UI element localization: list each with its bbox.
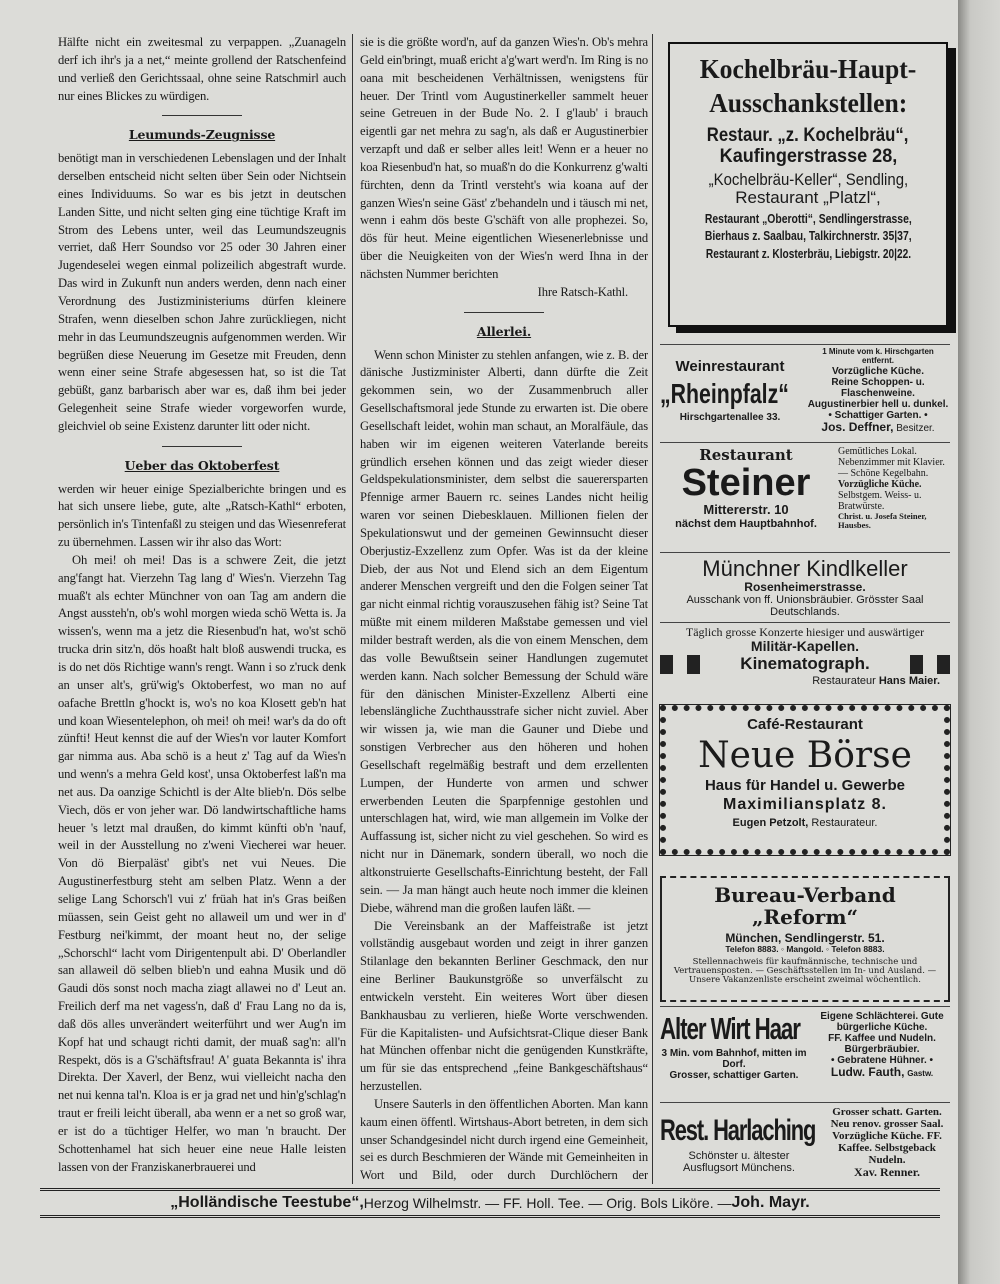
ad-line: Kaufingerstrasse 28, xyxy=(719,145,897,167)
ad-line: Haus für Handel u. Gewerbe xyxy=(704,776,906,794)
column-1 xyxy=(58,34,346,1184)
ad-kochelbraeu xyxy=(668,42,948,327)
ad-line: FF. Kaffee und Nudeln. xyxy=(828,1033,936,1045)
ad-title: „Rheinpfalz“ xyxy=(660,377,789,409)
ad-line: Bierhaus z. Saalbau, Talkirchnerstr. 35|37, xyxy=(704,228,912,244)
ad-alter-wirt-haar xyxy=(660,1006,950,1100)
ad-line: Gastw. xyxy=(907,1069,934,1079)
ad-line: Stellennachweis für kaufmännische, technische und Vertrauensposten. — Geschäftsstellen im In- und Ausland. — Unsere Vakanzenliste erscheint zweimal wöchentlich. xyxy=(673,956,937,986)
heading-oktoberfest: Ueber das Oktoberfest xyxy=(124,457,280,473)
banner-owner: Joh. Mayr. xyxy=(731,1194,810,1211)
ad-harlaching xyxy=(660,1102,950,1186)
ad-bureau-verband xyxy=(660,876,950,1002)
ad-line: Christ. u. Josefa Steiner, Hausbes. xyxy=(838,511,927,531)
column-2 xyxy=(360,34,648,1184)
column-rule xyxy=(352,34,353,1184)
divider xyxy=(660,622,950,623)
ad-title: Steiner xyxy=(681,462,811,505)
paragraph: Hälfte nicht ein zweitesmal zu verpappen. „Zuanageln derf ich ihr's ja a net,“ meinte grollend der Ratschenfeind und verließ den Gerichtssaal, ohne seine Ratschmirl auch nur eines Blickes zu würdigen. xyxy=(58,35,346,103)
ad-line: Besitzer. xyxy=(896,422,935,434)
ad-line: • Schattiger Garten. • xyxy=(828,409,928,421)
ad-steiner xyxy=(660,442,950,550)
paragraph: Die Vereinsbank an der Maffeistraße ist jetzt vollständig ausgebaut worden und zeigt in ihrer ganzen Stilanlage den bekannten Berliner Geschmack, den nur eine Berliner Baukunstgröße so unverfälscht zu entwickeln versteht. Ein weiteres Wort über diesen Bankhausbau zu verlieren, hieße Worte verschwenden. Für die Kapitalisten- und Aufsichtsrat-Clique dieser Bank hat München offenbar nicht die genügenden Kunstkräfte, um für sie das entsprechend „feine Bankgeschäftshaus“ herzustellen. xyxy=(360,918,648,1094)
ad-line: Maximiliansplatz 8. xyxy=(723,796,887,813)
ad-line: Eugen Petzolt, xyxy=(732,816,809,829)
ad-line: Café-Restaurant xyxy=(747,716,863,733)
ad-line: Hirschgartenallee 33. xyxy=(679,411,781,423)
ad-line: Rosenheimerstrasse. xyxy=(744,580,866,595)
divider xyxy=(464,312,544,313)
ad-line: Schönster u. ältester Ausflugsort Münchens. xyxy=(683,1149,795,1174)
ad-title: Ausschankstellen: xyxy=(708,88,908,118)
ad-line: Täglich grosse Konzerte hiesiger und auswärtiger xyxy=(685,624,925,639)
ad-line: Restaurant „Oberotti“, Sendlingerstrasse, xyxy=(704,211,912,227)
paragraph: werden wir heuer einige Spezialberichte bringen und es hat sich unsere liebe, gute, alte „Ratsch-Kathl“ erboten, persönlich in's Tintenfaßl zu steigen und das Wiesenreferat zu übernehmen. Lassen wir ihr also das Wort: xyxy=(58,481,346,550)
ad-line: München, Sendlingerstr. 51. xyxy=(725,931,885,945)
ad-neue-boerse xyxy=(660,705,950,855)
ad-line: Reine Schoppen- u. Flaschenweine. Augustinerbier hell u. dunkel. xyxy=(807,376,949,410)
ad-line: Xav. Renner. xyxy=(854,1165,920,1180)
ad-line: Restaur. „z. Kochelbräu“, xyxy=(707,125,909,146)
ad-title: Münchner Kindlkeller xyxy=(702,556,908,581)
paragraph: sie is die größte word'n, auf da ganzen Wies'n. Ob's mehra Geld ein'bringt, muaß ericht a'g'wart werd'n. Im Ring is no oana mit bescheidenen Verhältnissen, wenigstens für heuer. Der Trintl vom Augustinerkeller sammelt heuer seine Getreuen in der Bude No. 2. I g'laub' i brauch eigentli gar net mehra zu sag'n, als daß er Augustinerbier verzapft und daß er selber alles leit! Wenn er a heuer no koa Riesenbud'n hat, so muaß'n do die Konkurrenz g'walti fürchten, denn da Trintl versteht's wia koana auf der ganzen Wies'n seine Gäst' z'behandeln und i täusch mi net, wenn i eahm dös beste G'schäft von alle prophezei. So, dös für heut. Meine eigentlichen Wiesenerlebnisse und über die Neuigkeiten von der Wies'n werd Ihna in der nächsten Nummer berichten xyxy=(360,35,648,281)
ad-title: Rest. Harlaching xyxy=(660,1113,816,1147)
ad-line: Gemütliches Lokal. Nebenzimmer mit Klavier. — Schöne Kegelbahn. xyxy=(838,446,945,479)
ad-line: Selbstgem. Weiss- u. Bratwürste. xyxy=(838,490,922,512)
banner-text: Herzog Wilhelmstr. — FF. Holl. Tee. — Orig. Bols Liköre. — xyxy=(363,1195,732,1211)
ad-line: Kinematograph. xyxy=(660,655,950,674)
paragraph: Wenn schon Minister zu stehlen anfangen, wie z. B. der dänische Justizminister Alberti, dann dürfte die Zeit gekommen sein, wo der Zusammenbruch aller Gesellschaftsmoral jede Stunde zu erwarten ist. Die obere Gesellschaft leidet, wohin man schaut, an Moralfäule, das haben wir im eigenen weiteren Vaterlande bereits gründlich ersehen können und das zeigt wieder dieser Geldspekulationsminister, dem selbst die sauerersparten Pfennige armer Bauern rc. seines Landes nicht heilig waren vor seinen Diebesklauen. Millionen fielen der Spekulationswut und der gemeinen Gewinnsucht dieser Oberjustiz-Exzellenz zum Opfer. Was ist da der kleine Dieb, der aus Not und Elend sich an dem Eigentum anderer Menschen vergreift und den die Folgen seiner Tat gar nicht einmal richtig vorauszusehen fähig ist? Seine Tat müßte mit einem milderen Maßstabe gemessen und viel milder bestraft werden, als die von einem Menschen, dem das volle Bewußtsein seiner Handlungen zugemutet werden kann. Nach solcher Bemessung der Schuld wäre für den dänischen Minister-Exzellenz Alberti eine lebenslängliche Zuchthausstrafe sicher nicht zuviel. Aber wir wissen ja, wie man die Gauner und Diebe und sonstigen Verbrecher aus den höheren und hohen Gesellschaft regelmäßig bestraft und dem erzellenten Lumpen, der Hunderte von armen und schwer erwerbenden Leuten die Sparpfennige gestohlen und unterschlagen hat, wird, wie man allgemein im Volke der Auffassung ist, sicher nicht zu viel geschehen. So wird es nicht nur in Dänemark, sondern überall, wo noch die altkonstruierte Gesellschafts-Einrichtung besteht, der Fall sein. — Ja man hängt auch heute noch immer die kleinen Diebe, während man die großen laufen läßt. — xyxy=(360,347,648,915)
paragraph: benötigt man in verschiedenen Lebenslagen und der Inhalt derselben entscheid nicht selten über Sein oder Nichtsein eines Individuums. So war es bis jetzt in deutschen Landen Sitte, und nicht selten ging eine tüchtige Kraft im Strom des Lebens unter, weil das Leumundszeugnis verriet, daß Herr Soundso vor 25 oder 30 Jahren einer Jugendeselei wegen einmal polizeilich abgestraft wurde. Das wird in Zukunft nun anders werden, denn nach einer Verordnung des Justizministeriums dürfen kleinere Strafen, wenn dieselben schon Jahre zurückliegen, nicht mehr in das Leumundszeugnis aufgenommen werden. Wir begrüßen diese Neuerung im Gesetze mit Freuden, denn wenn einer seine Strafe abgesessen hat, so ist die Tat gebüßt, ganz barbarisch aber war es, daß ihm bei jeder Gelegenheit seine Strafe wieder vorgeworfen wurde, gleichviel ob seine Existenz darunter litt oder nicht. xyxy=(58,151,346,433)
heading-allerlei: Allerlei. xyxy=(476,323,532,339)
ad-line: Jos. Deffner, xyxy=(821,419,894,434)
ad-line: Militär-Kapellen. xyxy=(750,637,860,654)
ad-line: Telefon 8883. ◦ Mangold. ◦ Telefon 8883. xyxy=(725,944,885,955)
heading-leumunds-zeugnisse: Leumunds-Zeugnisse xyxy=(128,127,276,143)
ad-title: Bureau-Verband „Reform“ xyxy=(714,883,896,929)
divider xyxy=(162,446,242,447)
bottom-banner-ad xyxy=(40,1188,940,1218)
ad-line: Restaurant xyxy=(699,445,793,464)
signature: Ihre Ratsch-Kathl. xyxy=(537,284,628,299)
ad-line: 1 Minute vom k. Hirschgarten entfernt. xyxy=(822,347,934,365)
ad-line: 3 Min. vom Bahnhof, mitten im Dorf. xyxy=(661,1048,807,1070)
ad-line: Hans Maier. xyxy=(878,674,940,687)
paragraph: Unsere Sauterls in den öffentlichen Aborten. Man kann kaum einen öffentl. Wirtshaus-Abort betreten, in dem sich unser Schandgesindel nicht durch irgend eine Gemeinheit, sei es durch Beschmieren der Wände mit Gemeinheiten in Wort und Bild, oder durch Durchlöchern der xyxy=(360,1096,648,1183)
ad-line: Bürgerbräubier. xyxy=(844,1044,920,1056)
divider xyxy=(162,115,242,116)
ad-line: Grosser schatt. Garten. Neu renov. grosser Saal. Vorzügliche Küche. FF. Kaffee. Selbstgeback Nudeln. xyxy=(830,1106,944,1167)
ad-title: Kochelbräu-Haupt- xyxy=(699,54,917,84)
paragraph: Oh mei! oh mei! Das is a schwere Zeit, die jetzt ang'fangt hat. Vierzehn Tag lang d' Wies'n. Vierzehn Tag muaß't als echter Münchner von oan Tag am andern die Angst aussteh'n, ob's wohl morgen wieda schö Wetta is. Ja wissen's, wenn ma a jetz die Riesenbud'n hat, wo'st schö trucka drin sitz'n, dös hoaßt halt bloß auswendi trucka, es is do net dös Richtige wann's rengt. Wann i so z'ruck denk an unser alt's, grü'wig's Oktoberfest, wo man no auf oafache Brettln g'hockt is, wo's no koa Klosett geb'n hat und koan Wiesentelephon, oh mei! oh mei! war's da do oft zünfti! Heut kennst die auf der Wies'n vor lauter Komfort gar nimma aus. Aba schö is a heut z' Tag auf da Wies'n und wenn's a mehra Geld kost', unsa Oktoberfest laß'n ma net aus. Da oanzige Schichtl is der Alte blieb'n. Dös selbe Viech, dös er von jeher war. Dö landwirtschaftliche hams heuer 's letzt mal draußen, do kimmt künfti ob'n 'nauf, weil in der Ausstellung no z'weni Viecherei war heuer. Von dö Bierpaläst' gibt's net vui Neues. Die Augustinerfestburg steht am selben Platz. Wenn a der selige Lang Schorsch'l vui z' früah hat in's Gras beißen müassen, sein Geist geht no allaweil um und wer in d' Festburg nei'kimmt, der moant heut no, der selige „Schorschl“ lacht vom Dirigentenpult abi. D' Oberlandler san allaweil dö selben blieb'n und eahna Musik und dö Gaudi dös sonst noch macha ziagt allawei no d' Leut an. Freilich derf ma net vagess'n, daß d' Frau Lang no da is, daß dös alles unverändert weiterführt und wer Aug'n im Kopf hat und schaugt richti damit, der muaß sag'n: all'n Respekt, dös is a G'schäftsfrau! A' guata Bekannta is' ihra Direkta. Der Xaverl, der Benz, wui vielleicht nacha den net nui kenna tal'n. Kloa is er ja grad net und hin'g'schlag'n traut er freili leicht überall, aba wenn er a net so groß war, er ist do a tüchtiger Helfer, wo man 'n braucht. Der Schottenhamel hat sich heuer eine neue Halle leisten lassen von der Franziskanerbrauerei und xyxy=(58,552,346,1174)
ad-kindlkeller xyxy=(660,552,950,703)
ad-line: Vorzügliche Küche. xyxy=(831,365,925,377)
adjacent-page-edge xyxy=(958,0,1000,1284)
ad-line: • Gebratene Hühner. • xyxy=(830,1055,934,1067)
ad-line: Restaurateur. xyxy=(811,816,878,829)
ad-line: Vorzügliche Küche. xyxy=(838,479,922,490)
ad-line: nächst dem Hauptbahnhof. xyxy=(675,517,817,530)
ad-line: Grosser, schattiger Garten. xyxy=(669,1070,799,1081)
ad-rheinpfalz xyxy=(660,344,950,441)
ad-line: Restaurant z. Klosterbräu, Liebigstr. 20|22. xyxy=(705,245,911,261)
column-rule xyxy=(652,34,653,1184)
ad-title: Neue Börse xyxy=(698,734,912,776)
ad-line: Weinrestaurant xyxy=(675,358,785,376)
ad-line: Restaurateur xyxy=(812,674,876,687)
ad-line: Eigene Schlächterei. Gute bürgerliche Küche. xyxy=(820,1011,944,1034)
ad-line: Restaurant „Platzl“, xyxy=(735,188,881,208)
ad-title: Alter Wirt Haar xyxy=(660,1011,800,1046)
ad-line: „Kochelbräu-Keller“, Sendling, xyxy=(708,169,908,189)
ad-line: Ausschank von ff. Unionsbräubier. Grösster Saal Deutschlands. xyxy=(686,594,924,619)
banner-title: „Holländische Teestube“, xyxy=(170,1194,364,1211)
ad-line: Mittererstr. 10 xyxy=(703,502,789,518)
ad-line: Ludw. Fauth, xyxy=(830,1065,905,1080)
